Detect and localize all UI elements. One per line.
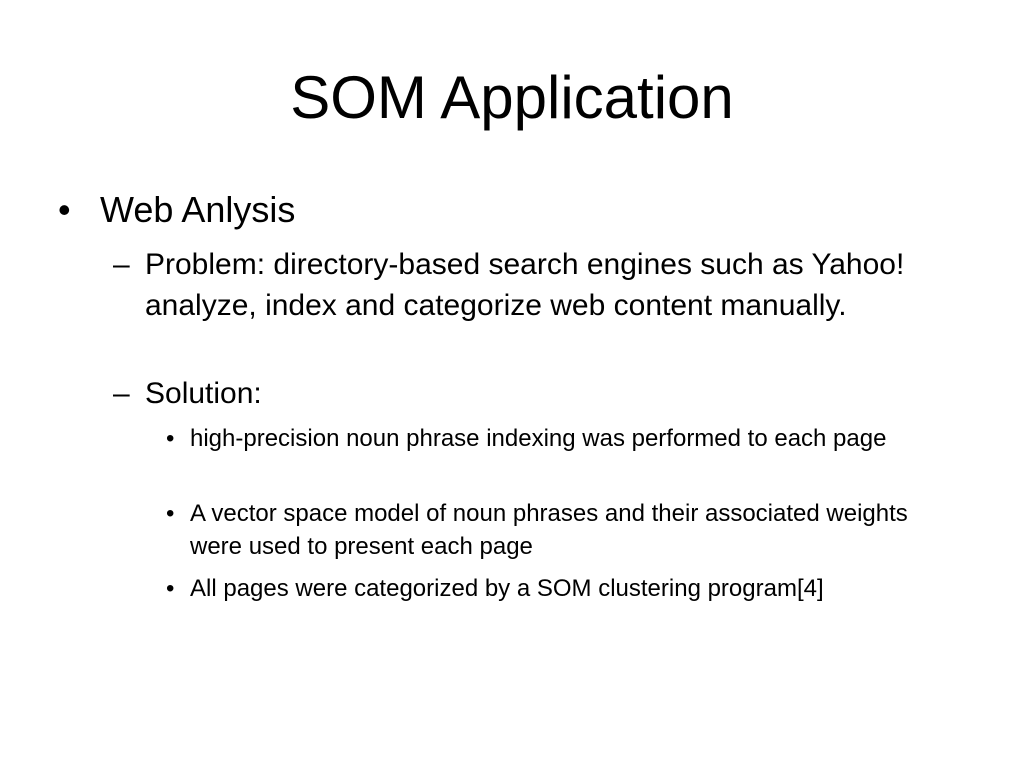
- bullet-marker: •: [166, 500, 175, 527]
- detail-bullet-text: All pages were categorized by a SOM clustering program[4]: [190, 575, 824, 602]
- detail-bullet-text: high-precision noun phrase indexing was performed to each page: [190, 425, 887, 452]
- detail-bullet-text: A vector space model of noun phrases and their associated weights were used to present each page: [190, 500, 908, 560]
- sub-bullet-problem: [113, 244, 933, 326]
- sub-bullet-solution: [113, 373, 933, 414]
- bullet-text: Web Anlysis: [100, 189, 296, 230]
- bullet-marker: •: [58, 189, 71, 230]
- dash-marker: –: [113, 248, 130, 281]
- dash-marker: –: [113, 377, 130, 410]
- bullet-marker: •: [166, 575, 175, 602]
- detail-bullet-som-clustering: [166, 572, 966, 605]
- detail-bullet-indexing: [166, 422, 966, 455]
- slide-title: SOM Application: [290, 64, 734, 131]
- bullet-marker: •: [166, 425, 175, 452]
- detail-bullet-vector-model: [166, 497, 966, 563]
- sub-bullet-text: Solution:: [145, 377, 262, 410]
- bullet-web-analysis: [58, 189, 978, 231]
- sub-bullet-text: Problem: directory-based search engines such as Yahoo! analyze, index and categorize web content manually.: [145, 248, 905, 322]
